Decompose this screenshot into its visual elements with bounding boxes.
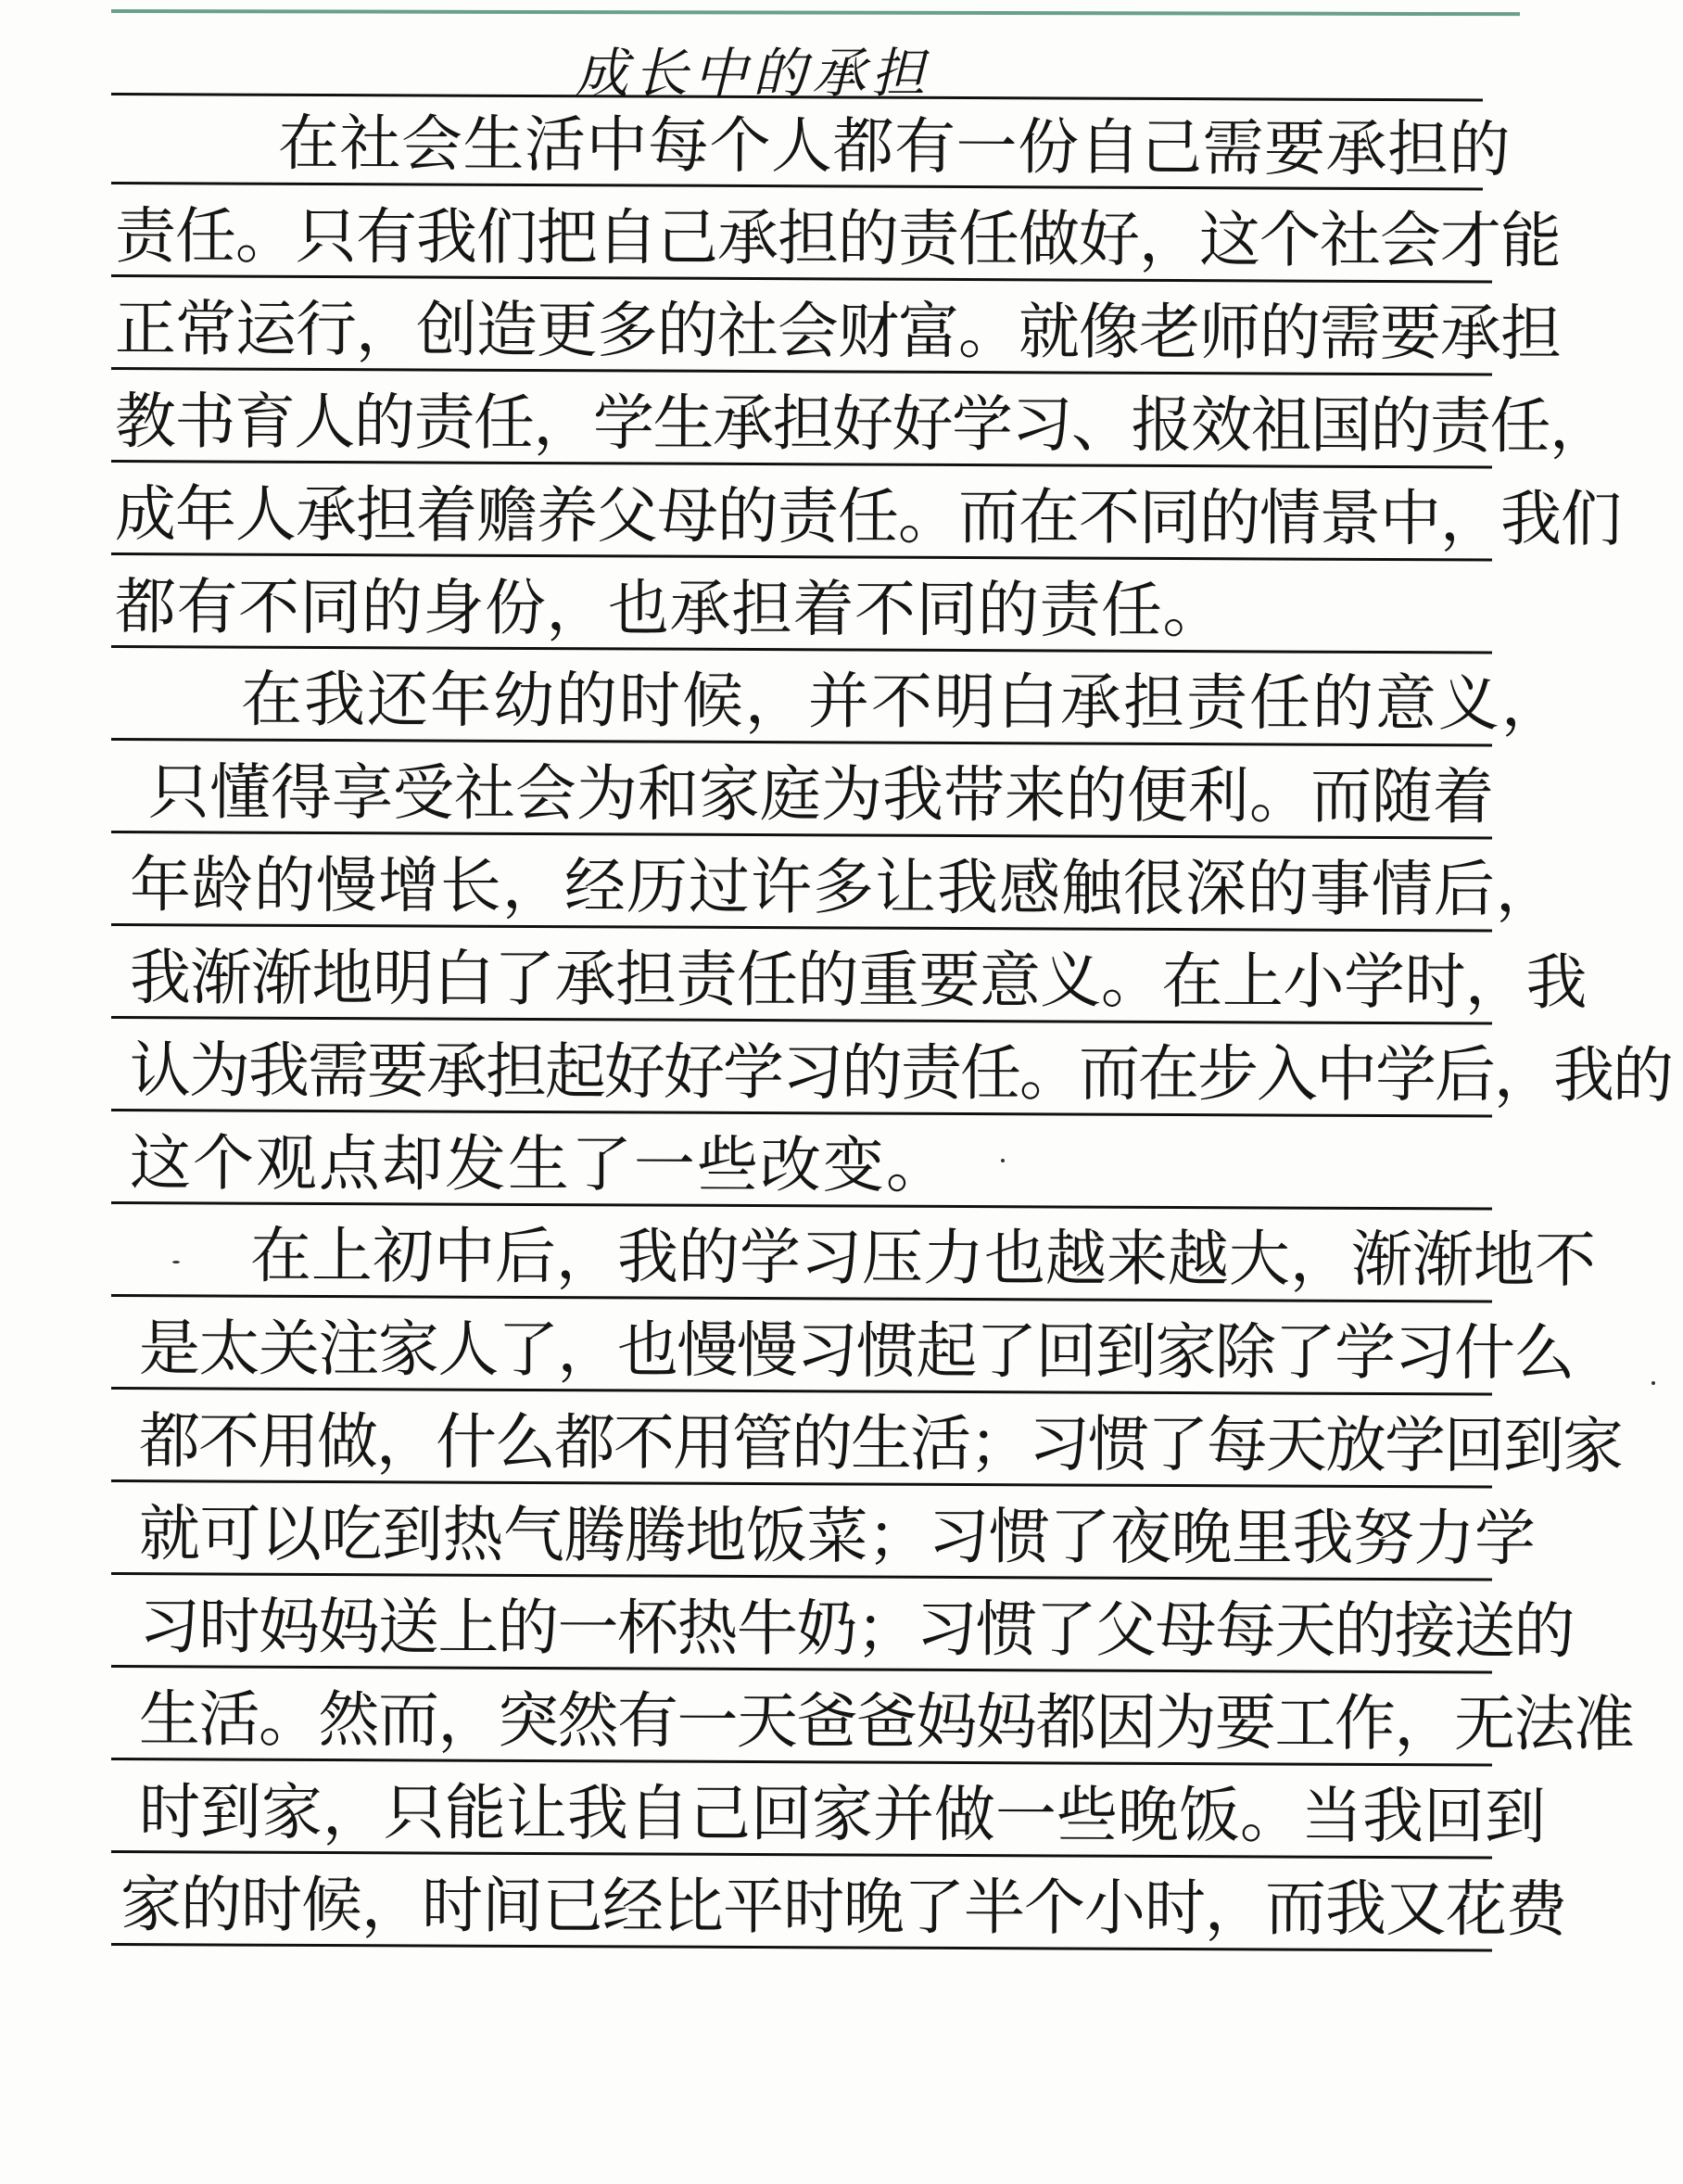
top-margin-line xyxy=(111,9,1520,16)
ruled-line xyxy=(111,367,1492,376)
essay-line: 教书育人的责任，学生承担好好学习、报效祖国的责任， xyxy=(114,386,1610,463)
essay-line: 是太关注家人了，也慢慢习惯起了回到家除了学习什么 xyxy=(138,1313,1575,1390)
ruled-line xyxy=(111,1758,1492,1767)
essay-line: 都有不同的身份，也承担着不同的责任。 xyxy=(114,571,1225,647)
paper-speck xyxy=(1651,1381,1655,1385)
essay-line: 生活。然而，突然有一天爸爸妈妈都因为要工作，无法准 xyxy=(138,1683,1634,1760)
ruled-line xyxy=(111,274,1492,284)
ruled-line xyxy=(111,1387,1492,1396)
ruled-line xyxy=(111,831,1492,840)
essay-line: 在上初中后，我的学习压力也越来越大，渐渐地不 xyxy=(249,1220,1597,1297)
essay-line: 我渐渐地明白了承担责任的重要意义。在上小学时，我 xyxy=(129,942,1588,1019)
ruled-line xyxy=(111,645,1492,654)
essay-line: 就可以吃到热气腾腾地饭菜；习惯了夜晚里我努力学 xyxy=(138,1498,1536,1575)
ruled-line xyxy=(111,1850,1492,1860)
essay-line: 责任。只有我们把自己承担的责任做好，这个社会才能 xyxy=(114,200,1562,277)
essay-line: 在社会生活中每个人都有一份自己需要承担的 xyxy=(277,108,1512,185)
essay-line: 年龄的慢增长，经历过许多让我感触很深的事情后， xyxy=(129,849,1559,926)
ruled-line xyxy=(111,1479,1492,1489)
essay-line: 这个观点却发生了一些改变。 xyxy=(129,1127,950,1202)
ruled-line xyxy=(111,1294,1492,1303)
ruled-line xyxy=(111,552,1492,562)
ruled-line xyxy=(111,460,1492,469)
essay-line: 成年人承担着赡养父母的责任。而在不同的情景中，我们 xyxy=(114,478,1622,555)
paper-speck xyxy=(1001,1159,1005,1162)
essay-line: 家的时候，时间已经比平时晚了半个小时，而我又花费 xyxy=(120,1869,1567,1946)
essay-line: 只懂得享受社会为和家庭为我带来的便利。而随着 xyxy=(147,756,1495,833)
ruled-line xyxy=(111,923,1492,933)
essay-line: 正常运行，创造更多的社会财富。就像老师的需要承担 xyxy=(114,293,1562,370)
essay-line: 认为我需要承担起好好学习的责任。而在步入中学后，我的 xyxy=(129,1035,1673,1111)
ruled-line xyxy=(111,1016,1492,1025)
ruled-line xyxy=(111,1201,1492,1211)
ruled-line xyxy=(111,1572,1492,1581)
paper-speck xyxy=(172,1261,180,1263)
ruled-line xyxy=(111,738,1492,747)
essay-line: 在我还年幼的时候，并不明白承担责任的意义， xyxy=(240,664,1565,740)
ruled-line xyxy=(111,1665,1492,1674)
ruled-line xyxy=(111,1943,1492,1952)
ruled-line xyxy=(111,1109,1492,1118)
essay-line: 习时妈妈送上的一杯热牛奶；习惯了父母每天的接送的 xyxy=(138,1591,1575,1668)
essay-line: 时到家，只能让我自己回家并做一些晚饭。当我回到 xyxy=(138,1776,1547,1853)
essay-line: 都不用做，什么都不用管的生活；习惯了每天放学回到家 xyxy=(138,1405,1623,1482)
essay-title: 成长中的承担 xyxy=(575,42,931,105)
